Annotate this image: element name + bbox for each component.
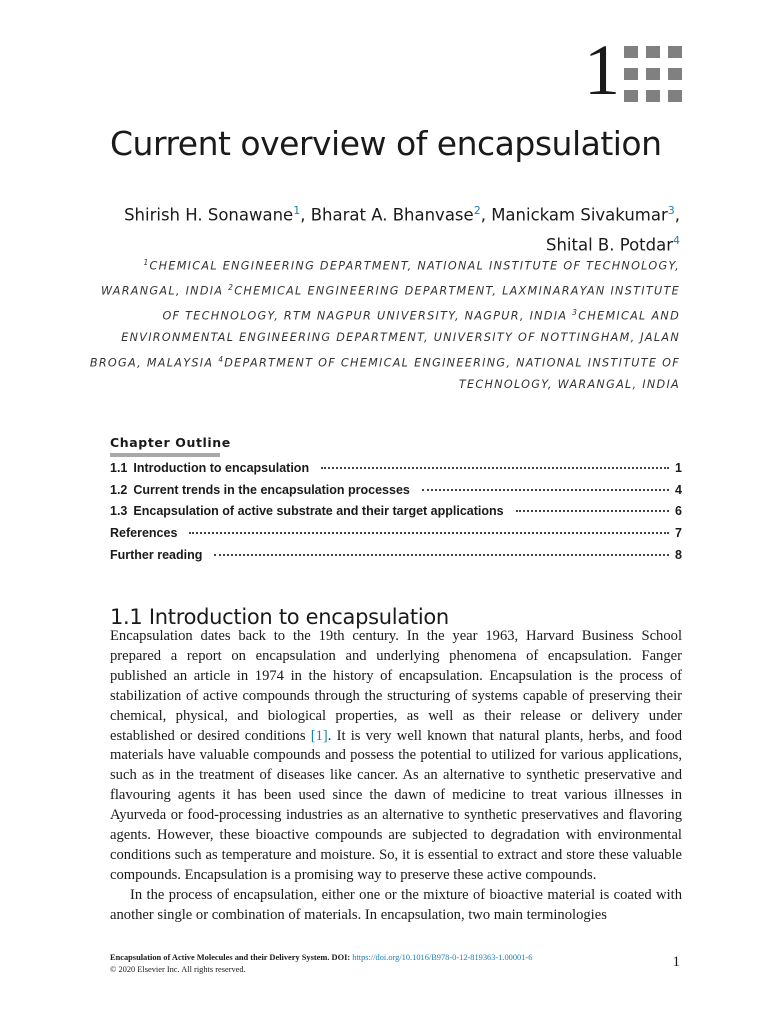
author-affiliation-mark[interactable]: 2 bbox=[473, 204, 481, 217]
paragraph: Encapsulation dates back to the 19th century. In the year 1963, Harvard Business School prepared a report on encapsulation and underlying phenomena of encapsulation. Fanger published an article in 1974 in the history of encapsulation. Encapsulation is the process of stabilization of active compounds through the structuring of systems capable of preserving their chemical, physical, and biological properties, as well as their release or delivery under established or desired conditions [1]. It is very well known that natural plants, herbs, and food materials have valuable compounds and possess the potential to utilized for various applications, such as in the treatment of diseases like cancer. As an alternative to synthetic preservative and flavouring agents it has been used since the dawn of medicine to treat various illnesses in Ayurveda or food-processing industries as an alternative to synthetic preservatives and flavoring agents. However, these bioactive compounds are subjected to degradation with environmental conditions such as temperature and moisture. So, it is essential to extract and store these valuable compounds. Encapsulation is a promising way to preserve these active compounds. bbox=[110, 628, 683, 883]
toc-entry-label: References bbox=[110, 526, 178, 541]
author-name: Shital B. Potdar bbox=[545, 235, 673, 254]
table-of-contents bbox=[110, 461, 682, 569]
chapter-number: 1 bbox=[584, 30, 620, 110]
author-name: Manickam Sivakumar bbox=[491, 205, 668, 225]
chapter-title: Current overview of encapsulation bbox=[110, 124, 662, 163]
toc-entry-number: 1.2 bbox=[110, 482, 128, 497]
toc-entry[interactable] bbox=[110, 548, 682, 570]
section-heading: 1.1 Introduction to encapsulation bbox=[110, 605, 449, 630]
toc-dot-leader bbox=[189, 532, 669, 534]
toc-entry-page: 4 bbox=[675, 482, 682, 497]
toc-entry-number: 1.1 bbox=[110, 461, 128, 475]
toc-dot-leader bbox=[516, 510, 669, 512]
chapter-outline-heading: Chapter Outline bbox=[110, 435, 231, 450]
affiliation-text: CHEMICAL ENGINEERING DEPARTMENT, NATIONAL INSTITUTE OF TECHNOLOGY, WARANGAL, INDIA bbox=[100, 259, 680, 298]
toc-entry-label: Current trends in the encapsulation processes bbox=[133, 482, 410, 497]
affiliation-text: CHEMICAL ENGINEERING DEPARTMENT, LAXMINARAYAN INSTITUTE OF TECHNOLOGY, RTM NAGPUR UNIVERSITY, NAGPUR, INDIA bbox=[162, 284, 680, 324]
copyright-notice: © 2020 Elsevier Inc. All rights reserved. bbox=[110, 965, 246, 974]
paragraph: In the process of encapsulation, either one or the mixture of bioactive material is coated with another single or combination of materials. In encapsulation, two main terminologies bbox=[110, 886, 682, 923]
citation-link[interactable]: [1] bbox=[310, 727, 328, 744]
toc-dot-leader bbox=[321, 467, 669, 469]
toc-entry-number: 1.3 bbox=[110, 504, 128, 519]
toc-entry[interactable] bbox=[110, 504, 682, 526]
author-affiliation-mark[interactable]: 1 bbox=[293, 204, 301, 217]
page-footer: Encapsulation of Active Molecules and their Delivery System. DOI: https://doi.org/10.1016/B978-0-12-819363-1.00001-6 © 2020 Elsevier Inc. All rights reserved. bbox=[110, 952, 682, 976]
chapter-outline-underline bbox=[110, 453, 220, 457]
toc-dot-leader bbox=[422, 489, 669, 491]
affiliation-text: DEPARTMENT OF CHEMICAL ENGINEERING, NATIONAL INSTITUTE OF TECHNOLOGY, WARANGAL, INDIA bbox=[224, 356, 680, 391]
body-text bbox=[110, 627, 682, 926]
toc-entry[interactable] bbox=[110, 526, 682, 548]
affiliation-text: CHEMICAL AND ENVIRONMENTAL ENGINEERING DEPARTMENT, UNIVERSITY OF NOTTINGHAM, JALAN BROGA, MALAYSIA bbox=[89, 310, 680, 370]
toc-entry[interactable] bbox=[110, 461, 682, 483]
toc-entry-label: Encapsulation of active substrate and their target applications bbox=[133, 504, 504, 519]
toc-entry-page: 6 bbox=[675, 504, 682, 519]
toc-entry[interactable] bbox=[110, 483, 682, 505]
toc-entry-page: 8 bbox=[675, 547, 682, 562]
footer-journal-title: Encapsulation of Active Molecules and their Delivery System. bbox=[110, 953, 330, 962]
page-number: 1 bbox=[672, 954, 680, 970]
author-name: Bharat A. Bhanvase bbox=[310, 205, 474, 225]
author-name: Shirish H. Sonawane bbox=[124, 205, 294, 225]
toc-entry-page: 7 bbox=[675, 526, 682, 541]
doi-link[interactable]: https://doi.org/10.1016/B978-0-12-819363-1.00001-6 bbox=[352, 953, 533, 962]
toc-entry-page: 1 bbox=[675, 461, 682, 475]
affiliations: $^1$CHEMICAL ENGINEERING DEPARTMENT, NATIONAL INSTITUTE OF TECHNOLOGY, WARANGAL, INDIA $^2$CHEMICAL ENGINEERING DEPARTMENT, LAXMINARAYAN INSTITUTE OF TECHNOLOGY, RTM NAGPUR UNIVERSITY, NAGPUR, INDIA $^3$CHEMICAL AND ENVIRONMENTAL ENGINEERING DEPARTMENT, UNIVERSITY OF NOTTINGHAM, JALAN BROGA, MALAYSIA $^4$DEPARTMENT OF CHEMICAL ENGINEERING, NATIONAL INSTITUTE OF TECHNOLOGY, WARANGAL, INDIA bbox=[89, 258, 680, 391]
toc-entry-label: Further reading bbox=[110, 547, 203, 562]
toc-dot-leader bbox=[214, 554, 669, 556]
toc-entry-label: Introduction to encapsulation bbox=[133, 461, 310, 475]
author-affiliation-mark[interactable]: 4 bbox=[673, 233, 680, 247]
author-list: Shirish H. Sonawane$^1$, Bharat A. Bhanvase$^2$, Manickam Sivakumar$^3$, Shital B. Potdar$^4$ bbox=[124, 204, 680, 254]
author-affiliation-mark[interactable]: 3 bbox=[667, 204, 675, 217]
chapter-grid-ornament bbox=[624, 46, 682, 104]
